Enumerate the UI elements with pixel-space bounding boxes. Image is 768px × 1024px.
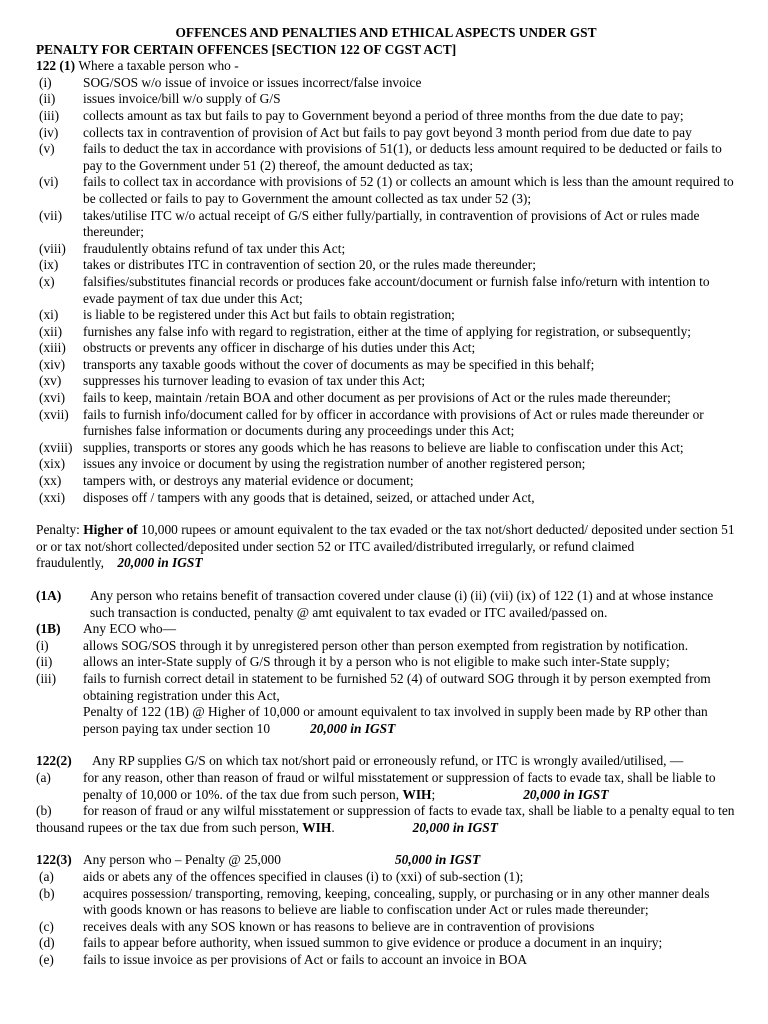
s122-2-b: (b) for reason of fraud or any wilful misstatement or suppression of facts to evade tax, shall be liable to a penalty equal to ten thousand rupees or the tax due from such person, WIH. 20,000 in IGST bbox=[36, 803, 735, 835]
list-item-text: takes or distributes ITC in contravention of section 20, or the rules made thereunder; bbox=[83, 257, 536, 273]
list-item-number: (xiv) bbox=[39, 356, 66, 372]
list-item bbox=[36, 91, 736, 108]
list-item-text: fails to appear before authority, when issued summon to give evidence or produce a document in an inquiry; bbox=[83, 935, 663, 951]
s122-1-list bbox=[36, 75, 736, 506]
list-item bbox=[36, 638, 736, 655]
list-item-number: (ix) bbox=[39, 257, 59, 273]
list-item-number: (i) bbox=[36, 637, 49, 653]
list-item-text: transports any taxable goods without the cover of documents as may be specified in this behalf; bbox=[83, 356, 595, 372]
s122-2-b-wih: WIH bbox=[302, 819, 332, 835]
list-item bbox=[36, 174, 736, 207]
list-item-number: (i) bbox=[39, 74, 52, 90]
s1B-intro bbox=[36, 621, 736, 638]
s122-2-intro bbox=[36, 753, 736, 770]
s122-1-number: 122 (1) bbox=[36, 58, 76, 74]
s122-1-penalty bbox=[36, 522, 736, 572]
list-item-text: receives deals with any SOS known or has reasons to believe are in contravention of provisions bbox=[83, 918, 595, 934]
penalty-text: 10,000 rupees or amount equivalent to the tax evaded or the tax not/short deducted/ deposited under section 51 or or tax not/short collected/deposited under section 52 or ITC availed/distributed irregularly, or refund claimed fraudulently, bbox=[36, 522, 735, 571]
list-item bbox=[36, 208, 736, 241]
list-item bbox=[36, 75, 736, 92]
list-item-number: (c) bbox=[39, 918, 54, 934]
document-title: OFFENCES AND PENALTIES AND ETHICAL ASPECTS UNDER GST bbox=[175, 25, 597, 40]
list-item bbox=[36, 141, 736, 174]
s122-2-a: (a) for any reason, other than reason of fraud or wilful misstatement or suppression of facts to evade tax, shall be liable to penalty of 10,000 or 10%. of the tax due from such person, WIH; 20,000 in IGST bbox=[36, 769, 716, 802]
s122-2-a-igst: 20,000 in IGST bbox=[523, 786, 609, 802]
list-item-text: issues any invoice or document by using the registration number of another registered person; bbox=[83, 456, 586, 472]
list-item-text: fails to furnish info/document called for by officer in accordance with provisions of Act or rules made thereunder or furnishes false information or documents during any proceedings under this Act; bbox=[83, 406, 704, 439]
s122-3-intro-text: Any person who – Penalty @ 25,000 bbox=[83, 852, 281, 868]
list-item bbox=[36, 108, 736, 125]
list-item-text: SOG/SOS w/o issue of invoice or issues incorrect/false invoice bbox=[83, 74, 422, 90]
s122-3-number: 122(3) bbox=[36, 852, 72, 868]
list-item-number: (iii) bbox=[36, 670, 57, 686]
list-item bbox=[36, 125, 736, 142]
list-item-text: collects amount as tax but fails to pay to Government beyond a period of three months from the due date to pay; bbox=[83, 107, 684, 123]
list-item-number: (vii) bbox=[39, 207, 63, 223]
list-item bbox=[36, 440, 736, 457]
list-item-number: (xix) bbox=[39, 456, 66, 472]
list-item-text: takes/utilise ITC w/o actual receipt of G/S either fully/partially, in contravention of provisions of Act or rules made thereunder; bbox=[83, 207, 700, 240]
list-item-text: allows SOG/SOS through it by unregistered person other than person exempted from registration by notification. bbox=[83, 637, 689, 653]
s122-2-b-number: (b) bbox=[36, 803, 52, 819]
list-item-number: (iii) bbox=[39, 107, 60, 123]
s122-3-intro bbox=[36, 852, 736, 869]
s122-3-list bbox=[36, 869, 736, 969]
list-item-text: fraudulently obtains refund of tax under this Act; bbox=[83, 240, 346, 256]
list-item-text: is liable to be registered under this Act but fails to obtain registration; bbox=[83, 307, 455, 323]
s1B-penalty bbox=[36, 704, 736, 737]
list-item bbox=[36, 671, 736, 704]
list-item-text: acquires possession/ transporting, removing, keeping, concealing, supply, or purchasing or in any other manner deals with goods known or has reasons to believe are liable to confiscation under Act or rules made thereunder; bbox=[83, 885, 710, 918]
s1A-number: (1A) bbox=[36, 588, 62, 603]
list-item bbox=[36, 935, 736, 952]
penalty-label: Penalty: bbox=[36, 522, 84, 538]
s122-2-intro-text: Any RP supplies G/S on which tax not/short paid or erroneously refund, or ITC is wrongly availed/utilised, — bbox=[92, 753, 684, 769]
list-item bbox=[36, 490, 736, 507]
penalty-igst: 20,000 in IGST bbox=[117, 555, 203, 571]
list-item bbox=[36, 473, 736, 490]
s1A-block bbox=[36, 588, 736, 621]
list-item-text: allows an inter-State supply of G/S through it by a person who is not eligible to make such inter-State supply; bbox=[83, 654, 670, 670]
list-item bbox=[36, 324, 736, 341]
list-item bbox=[36, 919, 736, 936]
list-item bbox=[36, 952, 736, 969]
list-item-number: (xiii) bbox=[39, 340, 66, 356]
list-item-number: (xxi) bbox=[39, 489, 66, 505]
s1B-list bbox=[36, 638, 736, 704]
list-item-text: fails to keep, maintain /retain BOA and other document as per provisions of Act or the rules made thereunder; bbox=[83, 390, 671, 406]
s1B-intro-text: Any ECO who— bbox=[83, 621, 176, 637]
list-item-number: (v) bbox=[39, 141, 55, 157]
list-item-number: (xvii) bbox=[39, 406, 69, 422]
list-item bbox=[36, 357, 736, 374]
s122-2-b-text: for reason of fraud or any wilful misstatement or suppression of facts to evade tax, shall be liable to a penalty equal to ten thousand rupees or the tax due from such person, bbox=[36, 803, 735, 835]
list-item bbox=[36, 886, 736, 919]
list-item-text: tampers with, or destroys any material evidence or document; bbox=[83, 473, 414, 489]
list-item-number: (d) bbox=[39, 935, 55, 951]
list-item-number: (xviii) bbox=[39, 439, 73, 455]
s122-2-number: 122(2) bbox=[36, 753, 72, 769]
list-item bbox=[36, 340, 736, 357]
s1A-text: Any person who retains benefit of transaction covered under clause (i) (ii) (vii) (ix) of 122 (1) and at whose instance such transaction is conducted, penalty @ amt equivalent to tax evaded or ITC availed/passed on. bbox=[90, 588, 714, 620]
penalty-higher-of: Higher of bbox=[83, 522, 138, 538]
list-item-text: falsifies/substitutes financial records or produces fake account/document or furnish false info/return with intention to evade payment of tax due under this Act; bbox=[83, 273, 710, 306]
list-item-text: collects tax in contravention of provision of Act but fails to pay govt beyond 3 month period from due date to pay bbox=[83, 124, 692, 140]
s1B-penalty-text: Penalty of 122 (1B) @ Higher of 10,000 or amount equivalent to tax involved in supply been made by RP other than person paying tax under section 10 bbox=[83, 704, 708, 736]
list-item-number: (xx) bbox=[39, 473, 62, 489]
list-item-number: (xvi) bbox=[39, 390, 66, 406]
list-item-text: obstructs or prevents any officer in discharge of his duties under this Act; bbox=[83, 340, 476, 356]
list-item-text: disposes off / tampers with any goods that is detained, seized, or attached under Act, bbox=[83, 489, 535, 505]
list-item bbox=[36, 869, 736, 886]
s1B-number: (1B) bbox=[36, 621, 61, 637]
s122-3-igst: 50,000 in IGST bbox=[394, 852, 481, 868]
list-item bbox=[36, 307, 736, 324]
list-item-number: (a) bbox=[39, 868, 54, 884]
list-item-number: (b) bbox=[39, 885, 55, 901]
s122-1-intro-text: Where a taxable person who - bbox=[78, 58, 239, 74]
list-item-text: fails to furnish correct detail in statement to be furnished 52 (4) of outward SOG through it by person exempted from obtaining registration under this Act, bbox=[83, 670, 711, 703]
s122-2-a-number: (a) bbox=[36, 769, 51, 785]
list-item-text: fails to issue invoice as per provisions of Act or fails to account an invoice in BOA bbox=[83, 951, 528, 967]
list-item-number: (xv) bbox=[39, 373, 62, 389]
list-item-number: (xii) bbox=[39, 323, 63, 339]
list-item bbox=[36, 373, 736, 390]
list-item-number: (viii) bbox=[39, 240, 66, 256]
section-heading: PENALTY FOR CERTAIN OFFENCES [SECTION 122 OF CGST ACT] bbox=[36, 41, 457, 57]
list-item-text: furnishes any false info with regard to registration, either at the time of applying for registration, or subsequently; bbox=[83, 323, 691, 339]
list-item-text: fails to collect tax in accordance with provisions of 52 (1) or collects an amount which is less than the amount required to be collected or fails to pay to Government the amount collected as tax under 52 (3); bbox=[83, 174, 734, 206]
list-item bbox=[36, 274, 736, 307]
list-item-number: (ii) bbox=[36, 654, 53, 670]
list-item bbox=[36, 241, 736, 258]
list-item bbox=[36, 654, 736, 671]
list-item-text: aids or abets any of the offences specified in clauses (i) to (xxi) of sub-section (1); bbox=[83, 868, 524, 884]
s122-2-a-text: for any reason, other than reason of fraud or wilful misstatement or suppression of facts to evade tax, shall be liable to penalty of 10,000 or 10%. of the tax due from such person, bbox=[83, 769, 716, 802]
list-item-number: (e) bbox=[39, 951, 54, 967]
list-item-number: (x) bbox=[39, 273, 55, 289]
list-item-number: (ii) bbox=[39, 91, 56, 107]
s122-2-b-igst: 20,000 in IGST bbox=[412, 819, 498, 835]
list-item bbox=[36, 257, 736, 274]
s122-1-intro bbox=[36, 58, 736, 75]
list-item bbox=[36, 456, 736, 473]
list-item-number: (iv) bbox=[39, 124, 59, 140]
s1B-penalty-igst: 20,000 in IGST bbox=[310, 720, 396, 736]
list-item-text: suppresses his turnover leading to evasion of tax under this Act; bbox=[83, 373, 426, 389]
list-item bbox=[36, 390, 736, 407]
list-item-number: (vi) bbox=[39, 174, 59, 190]
document-page bbox=[36, 25, 736, 968]
list-item-number: (xi) bbox=[39, 307, 59, 323]
s122-2-a-wih: WIH bbox=[402, 786, 432, 802]
list-item-text: fails to deduct the tax in accordance with provisions of 51(1), or deducts less amount required to be deducted or fails to pay to the Government under 51 (2) thereof, the amount deducted as tax; bbox=[83, 141, 722, 173]
list-item-text: issues invoice/bill w/o supply of G/S bbox=[83, 91, 281, 107]
list-item-text: supplies, transports or stores any goods which he has reasons to believe are liable to confiscation under this Act; bbox=[83, 439, 684, 455]
list-item bbox=[36, 407, 736, 440]
